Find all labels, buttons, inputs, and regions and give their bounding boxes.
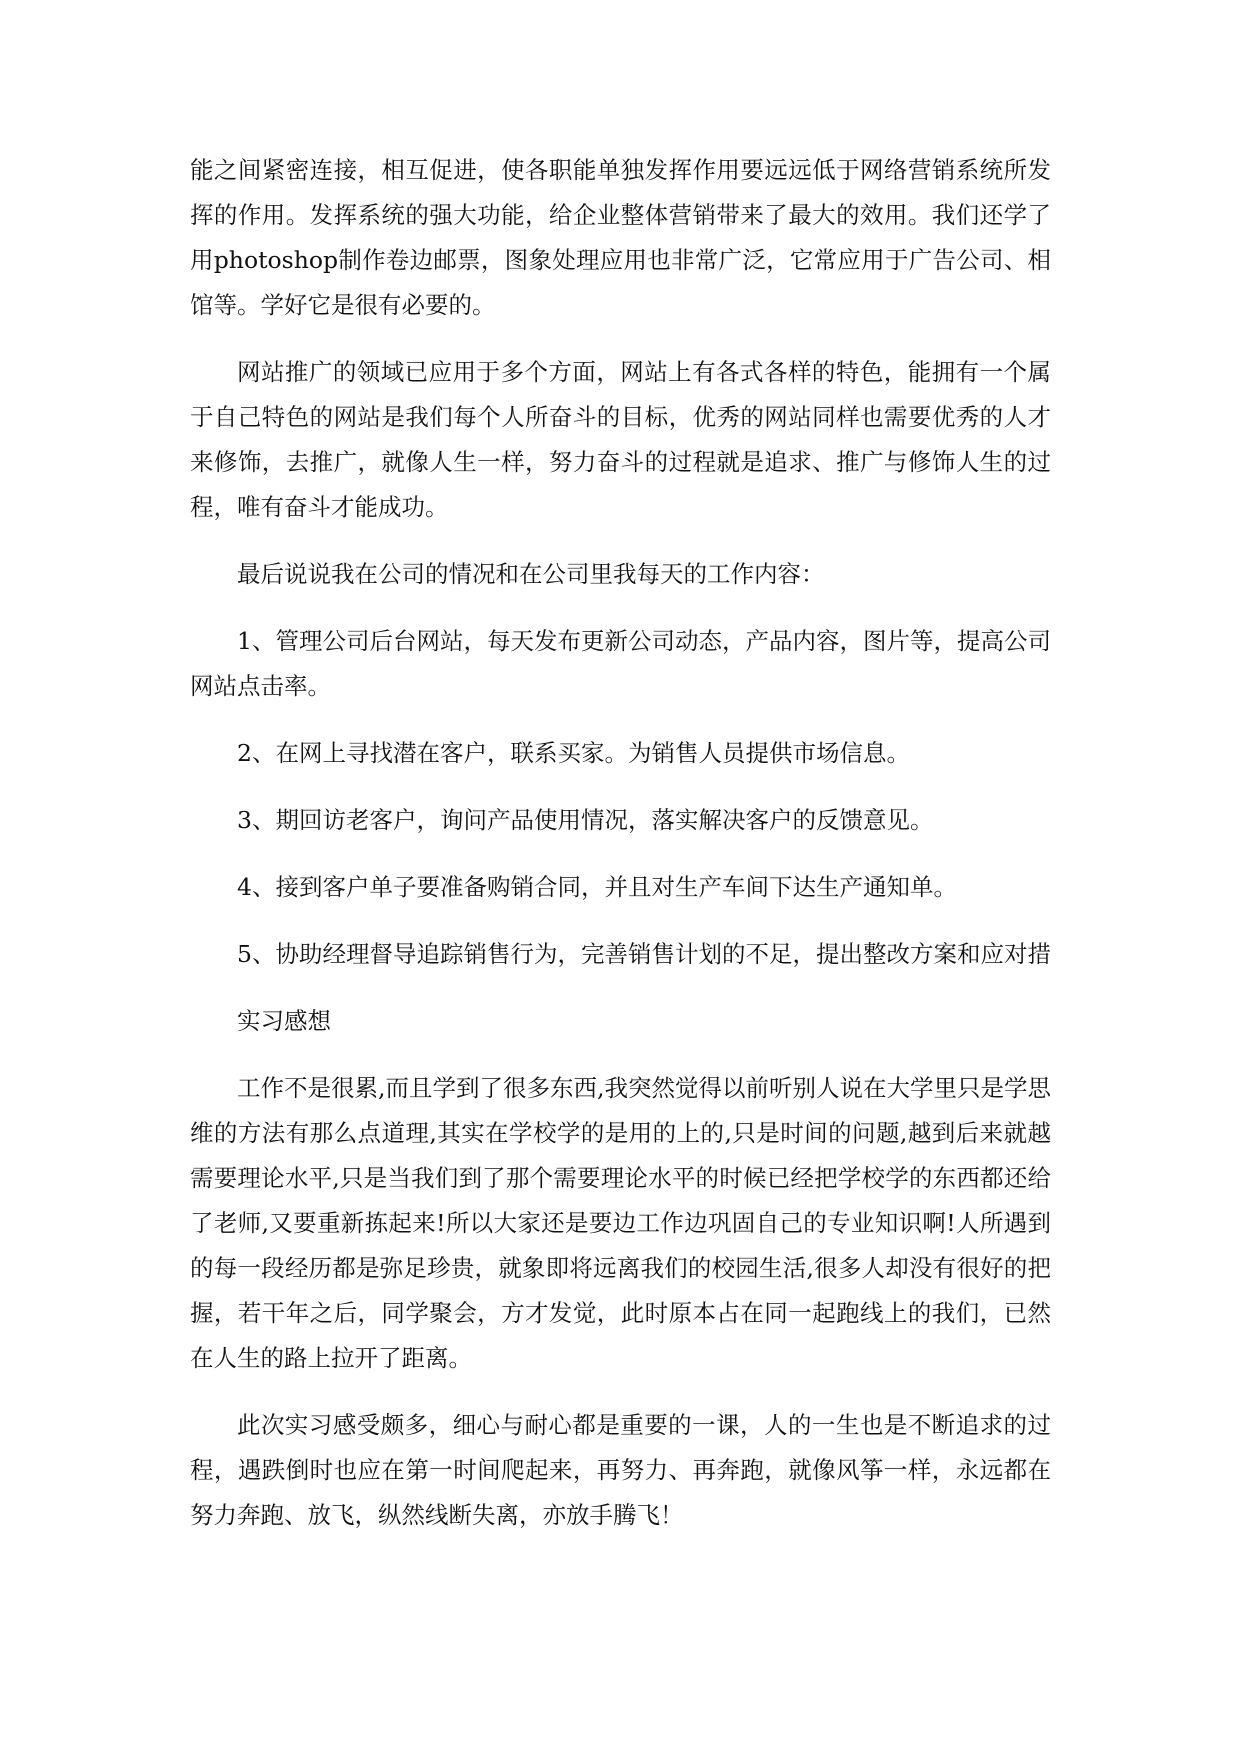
paragraph-continuation: 能之间紧密连接，相互促进，使各职能单独发挥作用要远远低于网络营销系统所发挥的作用。发挥系统的强大功能，给企业整体营销带来了最大的效用。我们还学了用photoshop制作卷边邮票，图象处理应用也非常广泛，它常应用于广告公司、相馆等。学好它是很有必要的。	[190, 156, 1051, 319]
list-item-5: 5、协助经理督导追踪销售行为，完善销售计划的不足，提出整改方案和应对措	[237, 940, 1051, 968]
paragraph-reflection: 工作不是很累,而且学到了很多东西,我突然觉得以前听别人说在大学里只是学思维的方法有那么点道理,其实在学校学的是用的上的,只是时间的问题,越到后来就越需要理论水平,只是当我们到了那个需要理论水平的时候已经把学校学的东西都还给了老师,又要重新拣起来!所以大家还是要边工作边巩固自己的专业知识啊!人所遇到的每一段经历都是弥足珍贵，就象即将远离我们的校园生活,很多人却没有很好的把握，若干年之后，同学聚会，方才发觉，此时原本占在同一起跑线上的我们，已然在人生的路上拉开了距离。	[190, 1074, 1051, 1372]
paragraph-website-promotion: 网站推广的领域已应用于多个方面，网站上有各式各样的特色，能拥有一个属于自己特色的网站是我们每个人所奋斗的目标，优秀的网站同样也需要优秀的人才来修饰，去推广，就像人生一样，努力奋斗的过程就是追求、推广与修饰人生的过程，唯有奋斗才能成功。	[190, 358, 1051, 521]
list-item-4: 4、接到客户单子要准备购销合同，并且对生产车间下达生产通知单。	[237, 873, 957, 901]
paragraph-conclusion: 此次实习感受颇多，细心与耐心都是重要的一课，人的一生也是不断追求的过程，遇跌倒时也应在第一时间爬起来，再努力、再奔跑，就像风筝一样，永远都在努力奔跑、放飞，纵然线断失离，亦放手腾飞！	[190, 1411, 1051, 1529]
list-item-2: 2、在网上寻找潜在客户，联系买家。为销售人员提供市场信息。	[237, 739, 910, 767]
paragraph-work-intro: 最后说说我在公司的情况和在公司里我每天的工作内容：	[237, 560, 825, 588]
list-item-3: 3、期回访老客户，询问产品使用情况，落实解决客户的反馈意见。	[237, 806, 934, 834]
section-heading: 实习感想	[237, 1007, 331, 1035]
list-item-1: 1、管理公司后台网站，每天发布更新公司动态，产品内容，图片等，提高公司网站点击率。	[190, 627, 1051, 700]
document-body	[190, 148, 1051, 1560]
